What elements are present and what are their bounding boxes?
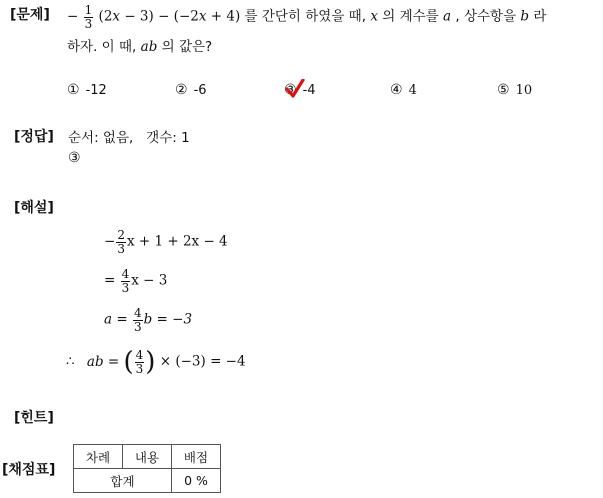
problem-line-1 [67,4,546,30]
fraction-numerator: 4 [133,306,142,320]
fraction-denominator: 3 [135,361,144,376]
choice-number: ① [67,82,80,98]
label-answer: [정답] [14,129,54,145]
choice-5[interactable] [497,82,532,98]
var-x: x [370,8,378,25]
label-hint: [힌트] [14,410,54,426]
choice-2[interactable] [175,82,207,98]
choice-number: ⑤ [497,82,510,98]
problem-text-2: 하자. 이 때, [67,39,137,55]
solution-b-eq: b = −3 [143,311,193,328]
solution-line-1 [104,229,228,255]
choice-number: ② [175,82,188,98]
problem-text-2-end: 의 값은? [161,39,213,55]
problem-text-ra: 라 [533,8,547,25]
solution-a-eq: a = [104,311,128,328]
minus-sign: − [67,8,79,25]
therefore-symbol: ∴ [66,353,75,370]
label-solution: [해설] [14,200,54,216]
choice-value: -12 [85,83,107,98]
expression: (2x − 3) − (−2x + 4) [98,8,241,25]
equals-sign: = [104,272,120,289]
var-b: b [520,8,530,25]
paren-close: ) [145,347,156,378]
solution-line-4 [66,347,246,378]
choice-1[interactable] [67,82,107,98]
paren-open: ( [123,347,134,378]
fraction-numerator: 2 [117,228,125,242]
choice-3[interactable] [284,82,316,98]
fraction-one-third [84,4,94,30]
fraction-denominator: 3 [121,280,130,295]
minus-sign: − [104,233,116,250]
choice-4[interactable] [390,82,417,98]
table-total-value: 0 % [172,469,221,493]
fraction-four-thirds [133,307,143,333]
label-problem: [문제] [10,7,50,23]
fraction-denominator: 3 [84,16,93,31]
problem-line-2 [67,35,212,55]
table-total-label: 합계 [74,469,172,493]
choice-number: ④ [390,82,403,98]
var-ab: ab [140,39,158,55]
fraction-denominator: 3 [133,319,142,334]
choice-value: 10 [515,83,533,98]
fraction-numerator: 4 [121,267,130,281]
solution-ab-eq: ab = [86,353,120,370]
fraction-numerator: 1 [84,3,93,17]
choice-value: -4 [302,83,316,98]
problem-text-coef: 의 계수를 [382,8,439,25]
table-row [74,469,221,493]
fraction-numerator: 4 [135,348,144,362]
choice-value: -6 [193,83,207,98]
problem-text-const: , 상수항을 [455,8,517,25]
table-header-cell: 차례 [74,445,123,469]
solution-expression-1: x + 1 + 2x − 4 [126,233,228,250]
problem-text-1: 를 간단히 하였을 때, [244,8,367,25]
var-a: a [443,8,452,25]
answer-mark: ③ [68,150,81,166]
fraction-denominator: 3 [117,241,125,256]
table-header-cell: 배점 [172,445,221,469]
checkmark-icon [285,79,305,99]
solution-expression-2: x − 3 [131,272,168,289]
choice-value: 4 [408,83,417,98]
choice-number: ③ [284,82,297,98]
label-scoring: [채점표] [2,462,56,478]
solution-result: × (−3) = −4 [159,353,246,370]
solution-line-2 [104,268,167,294]
answer-info: 순서: 없음, 갯수: 1 [68,130,190,146]
fraction-two-thirds [116,229,126,255]
table-header-row [74,445,221,469]
scoring-table [73,444,221,493]
fraction-four-thirds [135,349,145,375]
solution-line-3 [104,307,192,333]
table-header-cell: 내용 [123,445,172,469]
fraction-four-thirds [121,268,131,294]
